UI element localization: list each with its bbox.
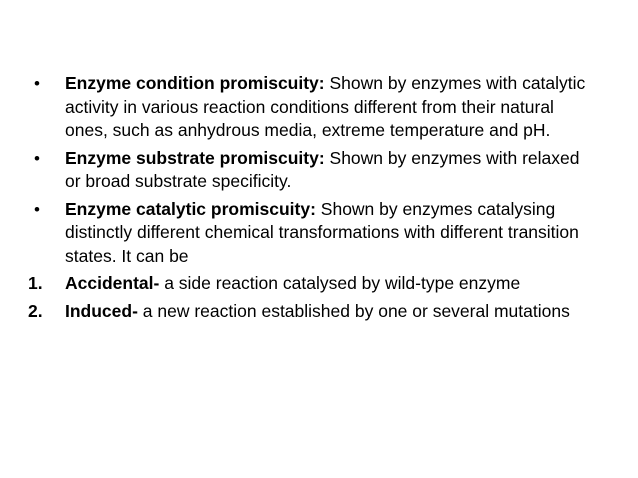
term-label: Enzyme condition promiscuity: xyxy=(65,73,325,93)
bullet-item-substrate-promiscuity xyxy=(34,147,594,194)
term-description: Shown by enzymes catalysing distinctly different chemical transformations with different transition states. It can be xyxy=(65,198,579,266)
bullet-item-catalytic-promiscuity xyxy=(34,198,594,269)
slide-content xyxy=(28,72,594,327)
term-description: Shown by enzymes with catalytic activity in various reaction conditions different from their natural ones, such as anhydrous media, extreme temperature and pH. xyxy=(65,73,586,140)
term-label: Accidental- xyxy=(65,273,160,293)
numbered-item-accidental xyxy=(28,272,594,296)
term-description: a side reaction catalysed by wild-type enzyme xyxy=(159,273,521,293)
number-marker: 2. xyxy=(28,300,43,321)
bullet-item-condition-promiscuity xyxy=(34,72,594,143)
term-label: Induced- xyxy=(65,300,138,321)
bullet-marker: • xyxy=(34,199,40,219)
term-description: Shown by enzymes with relaxed or broad substrate specificity. xyxy=(65,147,580,191)
bullet-marker: • xyxy=(34,74,40,93)
bullet-marker: • xyxy=(34,148,40,168)
term-description: a new reaction established by one or several mutations xyxy=(137,300,570,321)
numbered-item-induced xyxy=(28,300,594,324)
number-marker: 1. xyxy=(28,273,43,293)
term-label: Enzyme substrate promiscuity: xyxy=(65,147,325,168)
term-label: Enzyme catalytic promiscuity: xyxy=(65,198,316,219)
